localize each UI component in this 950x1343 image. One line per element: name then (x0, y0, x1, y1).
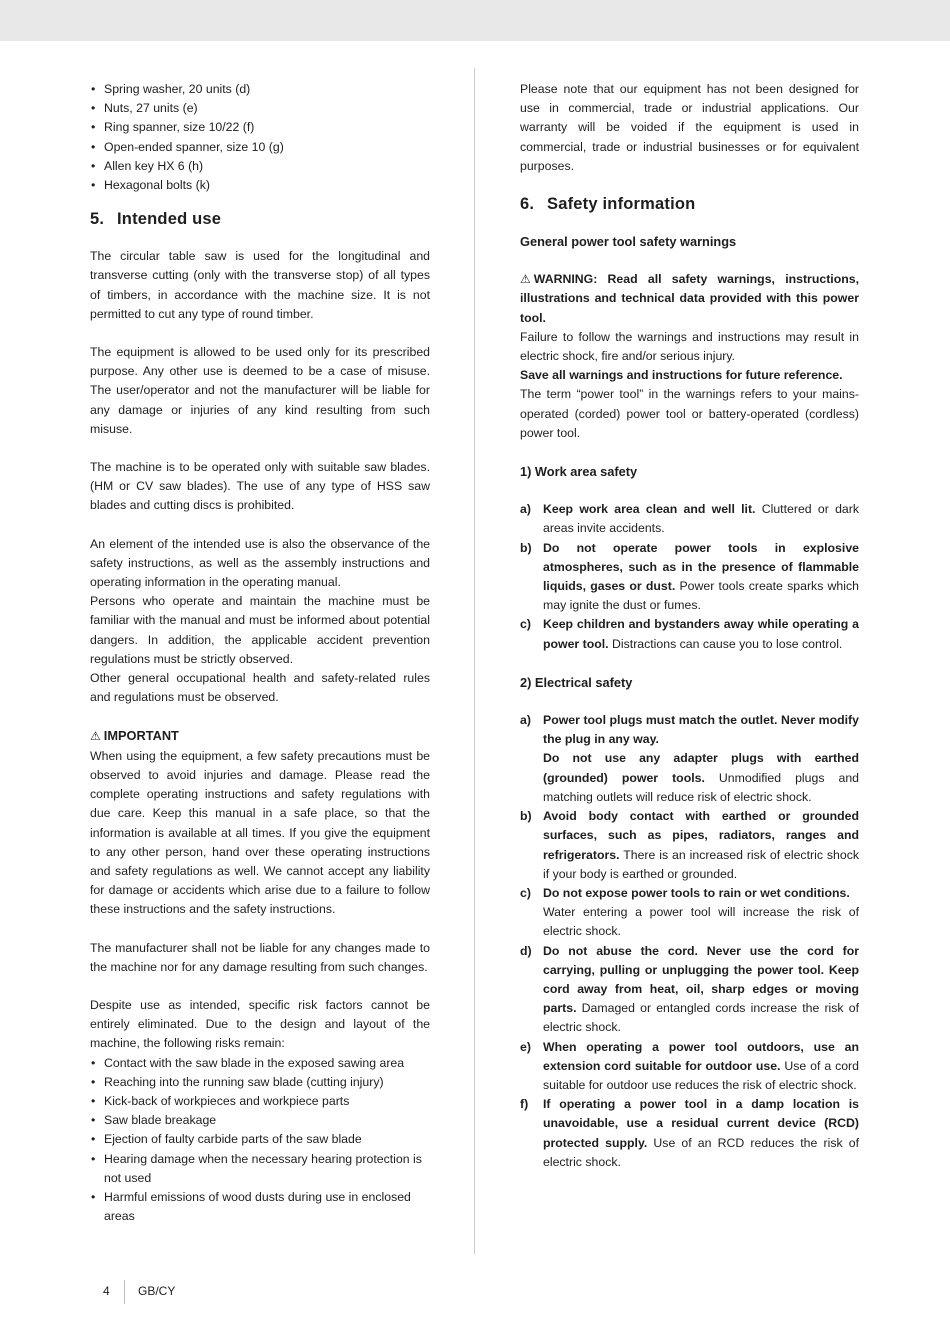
list-item (520, 500, 859, 538)
warning-heading (520, 270, 859, 328)
list-item: • Reaching into the running saw blade (cutting injury) (90, 1073, 430, 1092)
subheading: 2) Electrical safety (520, 674, 633, 690)
item-marker: f) (520, 1097, 529, 1112)
item-marker: b) (520, 809, 532, 824)
item-bold: Keep children and bystanders away while operating a power tool. (543, 617, 859, 651)
warning-triangle-icon: ⚠ (90, 729, 101, 744)
subheading: General power tool safety warnings (520, 234, 737, 250)
warning-triangle-icon: ⚠ (520, 272, 531, 287)
item-text: Use of an RCD reduces the risk of electric shock. (543, 1135, 860, 1169)
page-number: 4 (103, 1284, 110, 1298)
paragraph: Please note that our equipment has not been designed for use in commercial, trade or industrial applications. Our warranty will be voided if the equipment is used in commercial, trade or industrial businesses or for equivalent purposes. (520, 82, 859, 173)
parts-list (90, 80, 430, 195)
subheading: 1) Work area safety (520, 464, 638, 480)
list-item (520, 884, 859, 942)
column-divider (474, 68, 475, 1254)
top-band (0, 0, 950, 41)
paragraph: An element of the intended use is also the observance of the safety instructions, as well as the assembly instructions and operating information in the operating manual. (90, 536, 430, 590)
list-item: • Hearing damage when the necessary hearing protection is not used (90, 1150, 430, 1188)
important-heading (90, 726, 430, 746)
list-item (520, 615, 859, 653)
work-area-list (520, 500, 859, 654)
item-bold: Do not use any adapter plugs with earthed (grounded) power tools. (543, 751, 859, 785)
list-item: • Kick-back of workpieces and workpiece parts (90, 1092, 430, 1111)
list-item (520, 711, 859, 807)
item-text: Cluttered or dark areas invite accidents. (543, 502, 859, 536)
warning-bold-text: WARNING: Read all safety warnings, instructions, illustrations and technical data provided with this power tool. (520, 272, 859, 325)
paragraph: The term “power tool” in the warnings refers to your mains-operated (corded) power tool or battery-operated (cordless) power tool. (520, 387, 859, 440)
item-text: There is an increased risk of electric shock if your body is earthed or grounded. (543, 847, 859, 881)
item-bold: Power tool plugs must match the outlet. Never modify the plug in any way. (543, 713, 859, 747)
important-title: IMPORTANT (103, 728, 179, 744)
section-6-heading (520, 193, 859, 215)
risks-list (90, 1054, 430, 1227)
list-item: • Ejection of faulty carbide parts of the saw blade (90, 1130, 430, 1149)
save-instructions: Save all warnings and instructions for future reference. (520, 368, 843, 383)
item-text: Water entering a power tool will increase the risk of electric shock. (543, 905, 859, 939)
item-text: Unmodified plugs and matching outlets will reduce risk of electric shock. (543, 770, 859, 804)
section-number: 5. (90, 210, 105, 229)
section-title: Safety information (547, 195, 696, 214)
paragraph: The equipment is allowed to be used only for its prescribed purpose. Any other use is deemed to be a case of misuse. The user/operator and not the manufacturer will be liable for any damage or injuries of any kind resulting from such misuse. (90, 345, 430, 436)
section-title: Intended use (117, 210, 222, 229)
list-item: • Saw blade breakage (90, 1111, 430, 1130)
item-marker: e) (520, 1039, 531, 1054)
list-item: • Harmful emissions of wood dusts during use in enclosed areas (90, 1188, 430, 1226)
list-item (520, 1038, 859, 1096)
list-item: • Spring washer, 20 units (d) (90, 80, 430, 99)
footer-divider (124, 1280, 125, 1304)
item-marker: d) (520, 943, 532, 958)
item-marker: a) (520, 713, 531, 728)
electrical-list (520, 711, 859, 1172)
list-item: • Ring spanner, size 10/22 (f) (90, 118, 430, 137)
item-text: Damaged or entangled cords increase the risk of electric shock. (543, 1001, 859, 1035)
section-number: 6. (520, 195, 535, 214)
country-code: GB/CY (138, 1284, 176, 1298)
list-item (520, 942, 859, 1038)
list-item: • Nuts, 27 units (e) (90, 99, 430, 118)
item-marker: c) (520, 885, 531, 900)
list-item: • Open-ended spanner, size 10 (g) (90, 138, 430, 157)
paragraph: Despite use as intended, specific risk factors cannot be entirely eliminated. Due to the design and layout of the machine, the following risks remain: (90, 997, 430, 1051)
item-marker: c) (520, 617, 531, 632)
item-bold: If operating a power tool in a damp location is unavoidable, use a residual current device (RCD) protected supply. (543, 1097, 859, 1150)
paragraph: Persons who operate and maintain the machine must be familiar with the manual and must be informed about potential dangers. In addition, the applicable accident prevention regulations must be strictly observed. (90, 594, 430, 666)
paragraph: The circular table saw is used for the longitudinal and transverse cutting (only with the transverse stop) of all types of timbers, in accordance with the machine size. It is not permitted to cut any type of round timber. (90, 249, 430, 321)
item-text: Use of a cord suitable for outdoor use reduces the risk of electric shock. (543, 1058, 859, 1092)
list-item: • Contact with the saw blade in the exposed sawing area (90, 1054, 430, 1073)
page-footer (0, 1280, 950, 1304)
list-item (520, 1095, 859, 1172)
item-bold: When operating a power tool outdoors, use an extension cord suitable for outdoor use. (543, 1039, 859, 1073)
list-item (520, 539, 859, 616)
paragraph: Other general occupational health and safety-related rules and regulations must be observed. (90, 671, 430, 705)
section-5-heading (90, 208, 430, 230)
list-item (520, 807, 859, 884)
item-marker: b) (520, 540, 532, 555)
item-bold: Do not abuse the cord. Never use the cord for carrying, pulling or unplugging the power tool. Keep cord away from heat, oil, sharp edges or moving parts. (543, 943, 859, 1016)
right-column (520, 80, 859, 1172)
item-text: Power tools create sparks which may ignite the dust or fumes. (543, 579, 859, 613)
list-item: • Allen key HX 6 (h) (90, 157, 430, 176)
item-bold: Do not operate power tools in explosive atmospheres, such as in the presence of flammable liquids, gases or dust. (543, 540, 859, 594)
paragraph: The manufacturer shall not be liable for any changes made to the machine nor for any damage resulting from such changes. (90, 940, 430, 974)
item-marker: a) (520, 502, 531, 517)
list-item: • Hexagonal bolts (k) (90, 176, 430, 195)
paragraph: Failure to follow the warnings and instructions may result in electric shock, fire and/or serious injury. (520, 329, 859, 364)
paragraph: When using the equipment, a few safety precautions must be observed to avoid injuries and damage. Please read the complete operating instructions and safety regulations with due care. Keep this manual in a safe place, so that the information is available at all times. If you give the equipment to any other person, hand over these operating instructions and safety regulations as well. We cannot accept any liability for damage or accidents which arise due to a failure to follow these instructions and the safety instructions. (90, 748, 430, 917)
left-column (90, 80, 430, 1226)
item-bold: Keep work area clean and well lit. (543, 502, 756, 517)
paragraph: The machine is to be operated only with suitable saw blades. (HM or CV saw blades). The use of any type of HSS saw blades and cutting discs is prohibited. (90, 460, 430, 513)
item-text: Distractions can cause you to lose control. (608, 636, 843, 651)
item-bold: Avoid body contact with earthed or grounded surfaces, such as pipes, radiators, ranges and refrigerators. (543, 809, 859, 862)
item-bold: Do not expose power tools to rain or wet conditions. (543, 885, 850, 900)
